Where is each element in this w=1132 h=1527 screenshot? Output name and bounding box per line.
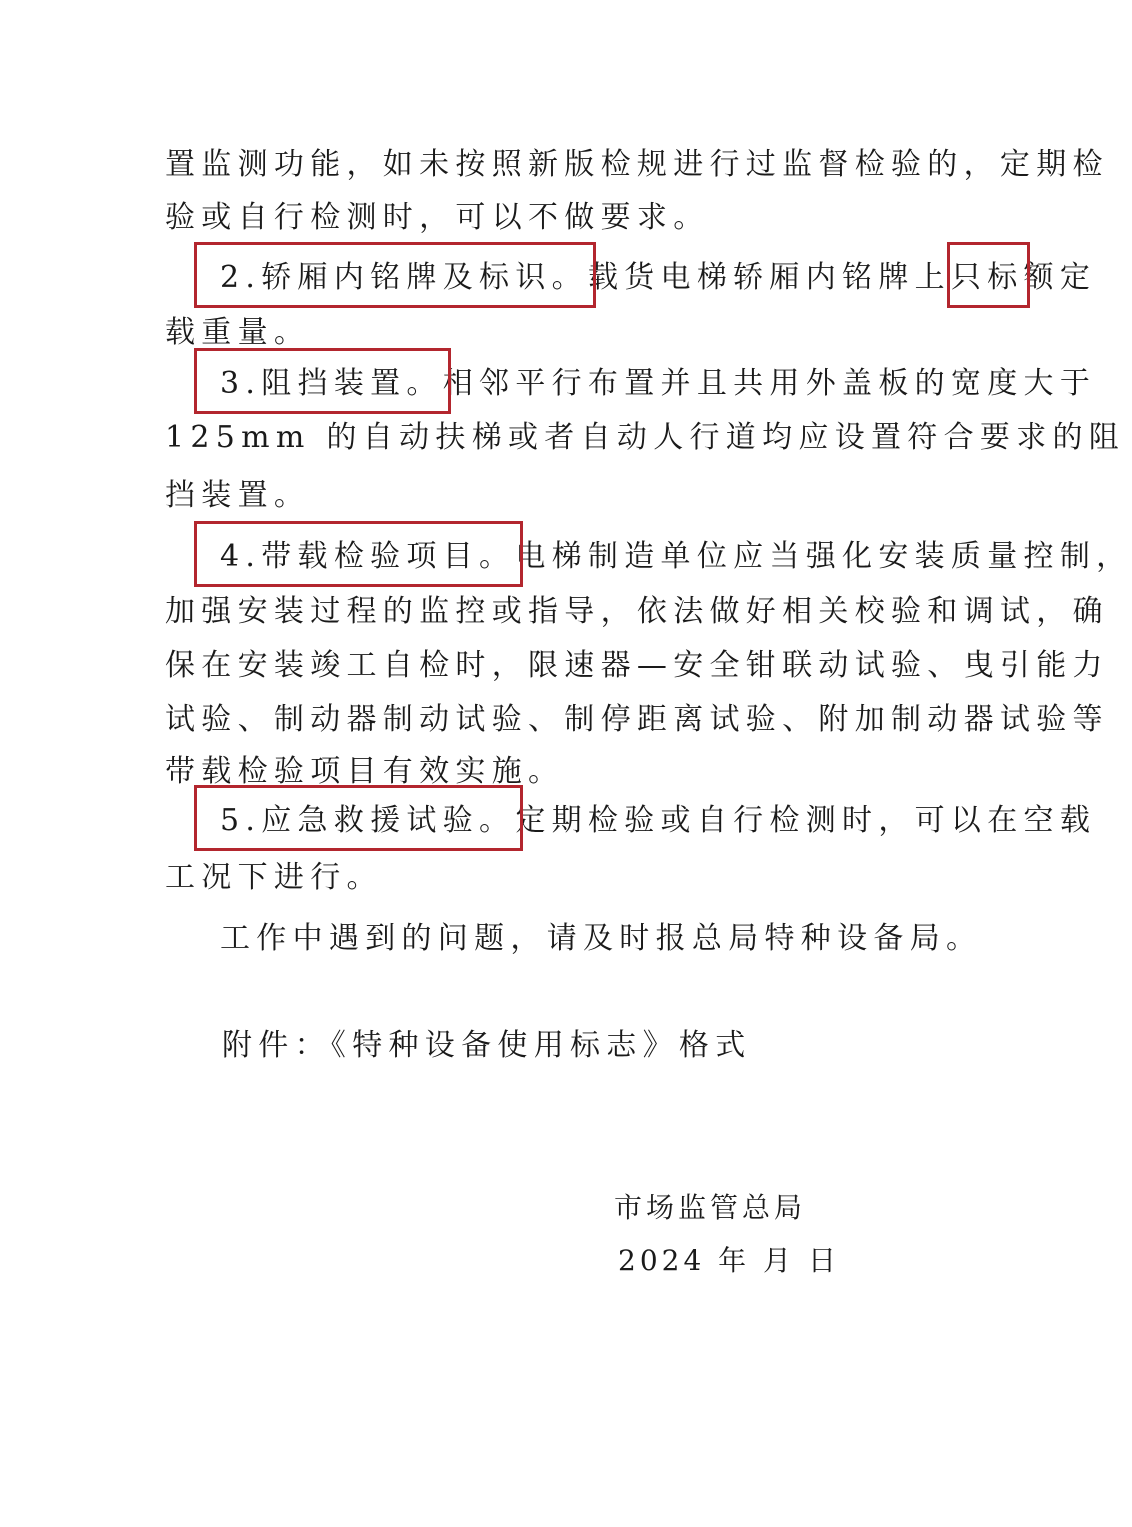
intro-line-1: 置监测功能，如未按照新版检规进行过监督检验的，定期检 bbox=[165, 147, 1109, 182]
item-4-line-5: 带载检验项目有效实施。 bbox=[165, 754, 565, 789]
item-5-heading-highlight: 5.应急救援试验。 bbox=[220, 801, 515, 841]
item-3-line-3: 挡装置。 bbox=[165, 478, 311, 513]
item-4-text: 电梯制造单位应当强化安装质量控制， bbox=[515, 539, 1132, 574]
item-2-word-highlight: 只标 bbox=[951, 258, 1024, 298]
signature-org: 市场监管总局 bbox=[614, 1191, 807, 1224]
item-2-text-after: 额定 bbox=[1023, 260, 1097, 295]
item-3-heading-highlight: 3.阻挡装置。 bbox=[220, 364, 443, 404]
attachment-line: 附件：《特种设备使用标志》格式 bbox=[222, 1028, 752, 1063]
item-4-line-3: 保在安装竣工自检时，限速器—安全钳联动试验、曳引能力 bbox=[165, 648, 1109, 683]
item-2-line-2: 载重量。 bbox=[165, 315, 311, 350]
item-2-text-before: 载货电梯轿厢内铭牌上 bbox=[587, 260, 951, 295]
item-4-line-2: 加强安装过程的监控或指导，依法做好相关校验和调试，确 bbox=[165, 594, 1109, 629]
intro-line-2: 验或自行检测时，可以不做要求。 bbox=[165, 200, 710, 235]
closing-paragraph: 工作中遇到的问题，请及时报总局特种设备局。 bbox=[220, 921, 983, 956]
item-4-line-1 bbox=[220, 537, 1132, 577]
item-2-line-1 bbox=[220, 258, 1096, 298]
item-4-line-4: 试验、制动器制动试验、制停距离试验、附加制动器试验等 bbox=[165, 702, 1109, 737]
signature-date: 2024 年 月 日 bbox=[618, 1244, 840, 1277]
item-5-text: 定期检验或自行检测时，可以在空载 bbox=[515, 803, 1097, 838]
item-4-heading-highlight: 4.带载检验项目。 bbox=[220, 537, 515, 577]
item-3-line-2: 125mm 的自动扶梯或者自动人行道均应设置符合要求的阻 bbox=[165, 420, 1126, 455]
item-3-line-1 bbox=[220, 364, 1096, 404]
item-2-heading-highlight: 2.轿厢内铭牌及标识。 bbox=[220, 258, 588, 298]
item-3-text: 相邻平行布置并且共用外盖板的宽度大于 bbox=[442, 366, 1097, 401]
item-5-line-1 bbox=[220, 801, 1096, 841]
item-5-line-2: 工况下进行。 bbox=[165, 860, 383, 895]
